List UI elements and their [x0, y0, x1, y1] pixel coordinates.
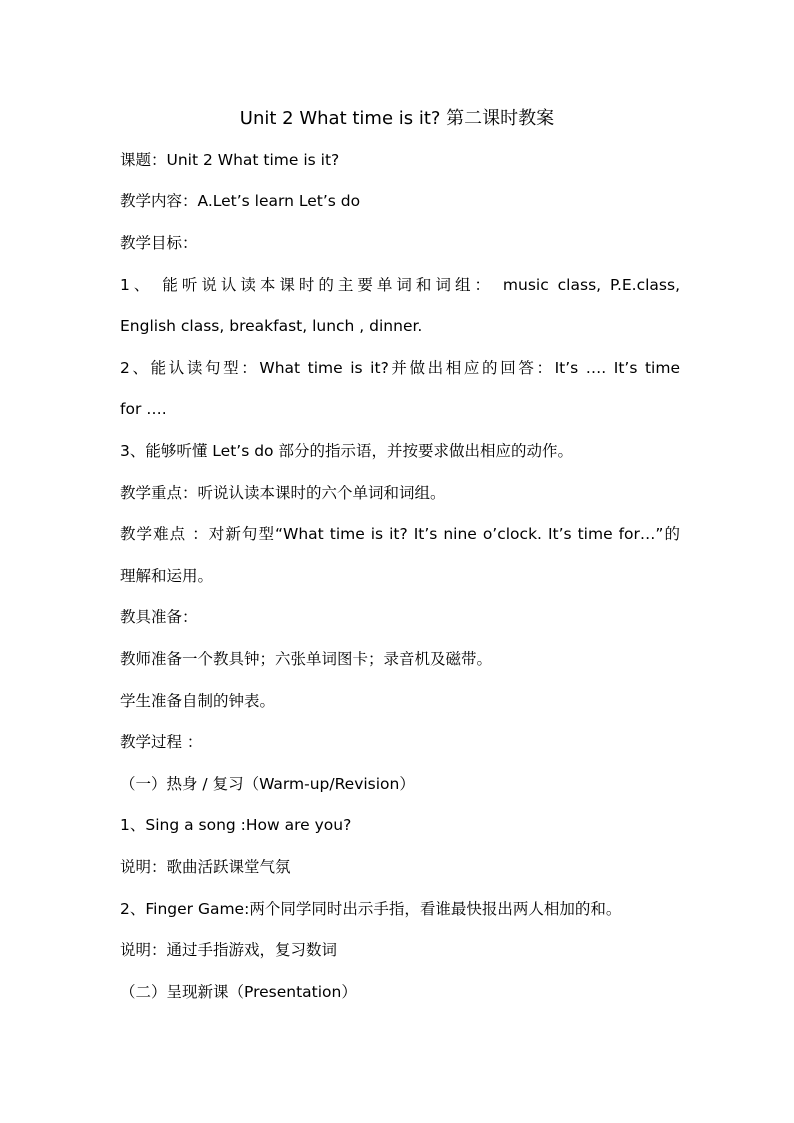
warmup-step-1: 1、Sing a song :How are you? — [120, 816, 352, 834]
objective-3-line: 3、能够听懂 Let’s do 部分的指示语，并按要求做出相应的动作。 — [120, 442, 573, 460]
key-points-line: 教学重点：听说认读本课时的六个单词和词组。 — [120, 484, 446, 502]
teacher-materials-line: 教师准备一个教具钟；六张单词图卡；录音机及磁带。 — [120, 650, 493, 668]
difficult-points-line-a: 教学难点 ：对新句型“What time is it? It’s nine o’clock. It’s time for…”的 — [120, 525, 680, 543]
section-presentation-heading: （二）呈现新课（Presentation） — [120, 983, 357, 1001]
process-heading: 教学过程 ： — [120, 733, 203, 751]
objective-2-line-b: for …. — [120, 400, 167, 418]
warmup-step-2-note: 说明：通过手指游戏，复习数词 — [120, 941, 338, 959]
materials-heading: 教具准备： — [120, 608, 198, 626]
difficult-points-line-b: 理解和运用。 — [120, 567, 214, 585]
content-line: 教学内容：A.Let’s learn Let’s do — [120, 192, 361, 210]
objectives-heading: 教学目标： — [120, 234, 198, 252]
objective-1-line-a: 1、 能听说认读本课时的主要单词和词组： music class, P.E.class, — [120, 276, 680, 294]
objective-1-line-b: English class, breakfast, lunch , dinner. — [120, 317, 423, 335]
warmup-step-2: 2、Finger Game:两个同学同时出示手指，看谁最快报出两人相加的和。 — [120, 900, 622, 918]
warmup-step-1-note: 说明：歌曲活跃课堂气氛 — [120, 858, 291, 876]
objective-2-line-a: 2、能认读句型：What time is it?并做出相应的回答：It’s …. It’s time — [120, 359, 680, 377]
topic-line: 课题：Unit 2 What time is it? — [120, 151, 340, 169]
document-title: Unit 2 What time is it? 第二课时教案 — [239, 108, 555, 129]
student-materials-line: 学生准备自制的钟表。 — [120, 692, 276, 710]
section-warmup-heading: （一）热身 / 复习（Warm-up/Revision） — [120, 775, 415, 793]
